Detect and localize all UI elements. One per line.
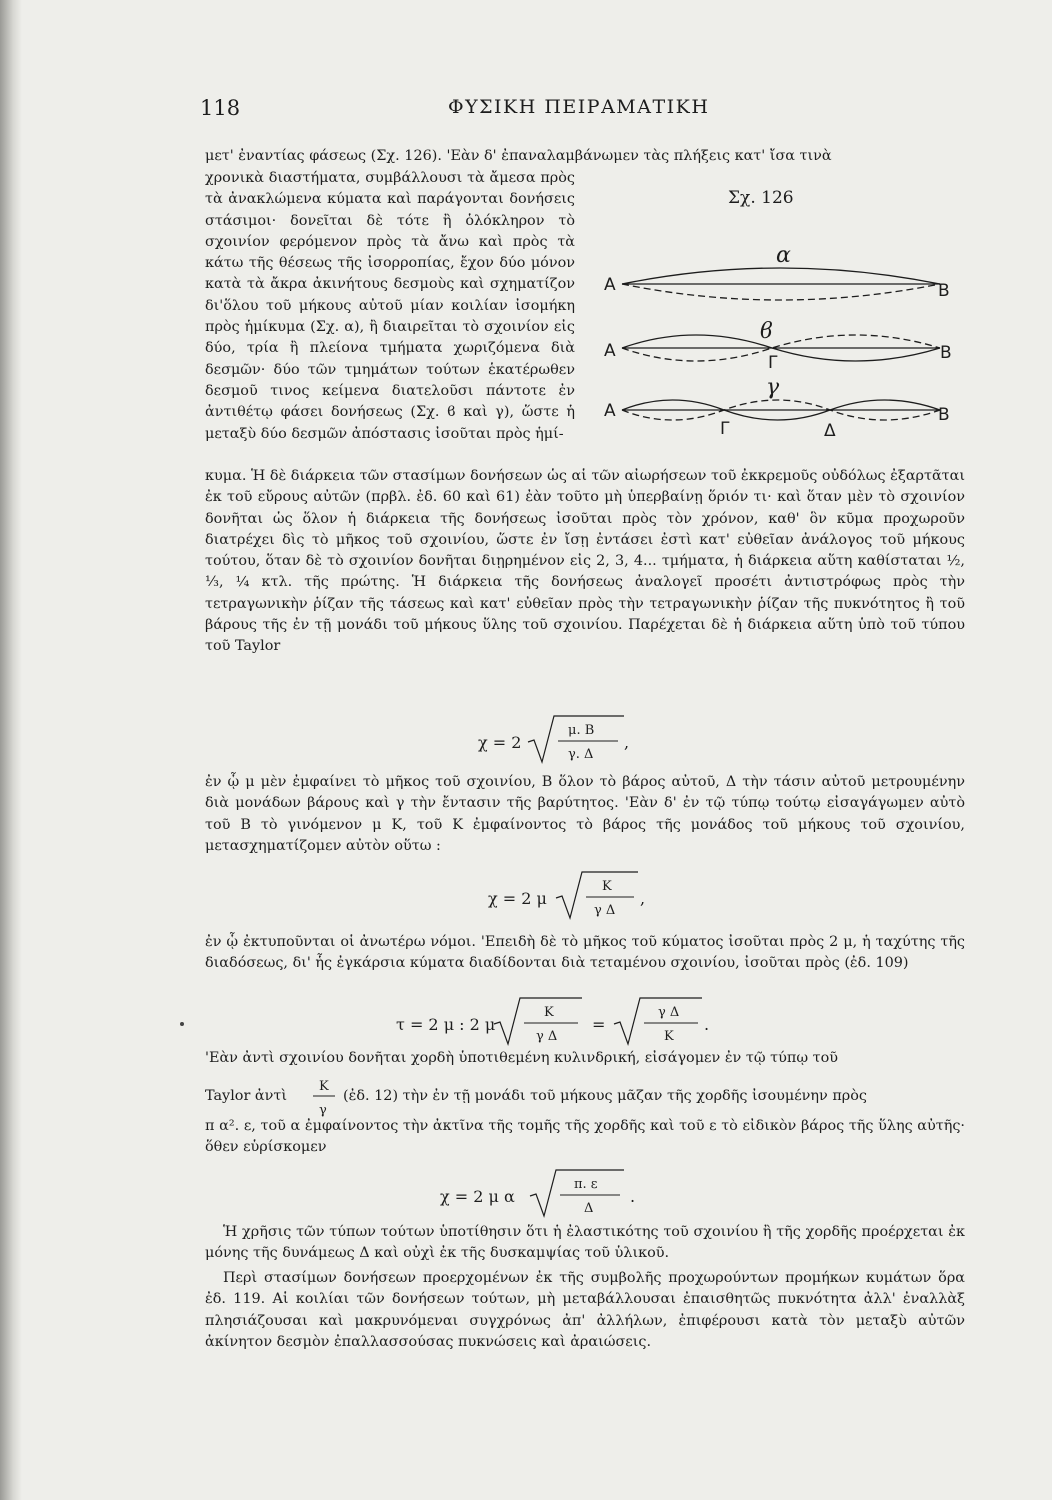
paragraph-2: ἐν ᾧ μ μὲν ἐμφαίνει τὸ μῆκος τοῦ σχοινίου, Β ὅλον τὸ βάρος αὐτοῦ, Δ τὴν τάσιν αὐτοῦ μετρουμένην διὰ μονάδων βάρους καὶ γ τὴν ἔντασιν τῆς βαρύτητος. 'Εὰν δ' ἐν τῷ τύπῳ τούτῳ εἰσαγάγωμεν αὐτὸ τοῦ Β τὸ γινόμενον μ Κ, τοῦ Κ ἐμφαίνοντος τὸ βάρος τῆς μονάδος τοῦ μήκους τοῦ σχοινίου, μετασχηματίζομεν αὐτὸν οὕτω :: [205, 774, 965, 854]
paragraph-1-first-line: μετ' ἐναντίας φάσεως (Σχ. 126). 'Εὰν δ' ἐπαναλαμβάνωμεν τὰς πλήξεις κατ' ἴσα τινὰ: [205, 148, 832, 164]
figure-label-b: ϐ: [760, 319, 773, 344]
formula-2-numerator: Κ: [602, 879, 612, 894]
formula-2-lhs: χ = 2 μ: [488, 889, 547, 908]
paragraph-4-taylor-prefix: Taylor ἀντὶ: [205, 1088, 287, 1104]
paragraph-4-taylor-line: [205, 1074, 965, 1122]
figure-label-a: α: [776, 243, 791, 268]
node-label-left-b: Α: [604, 341, 616, 361]
standing-wave-figure: [600, 238, 970, 448]
paragraph-4-line-2-rest: (ἐδ. 12) τὴν ἐν τῇ μονάδι τοῦ μήκους μᾶζαν τῆς χορδῆς ἰσουμένην πρὸς: [343, 1088, 867, 1104]
paragraph-4-line-1: 'Εὰν ἀντὶ σχοινίου δονῆται χορδὴ ὑποτιθεμένη κυλινδρική, εἰσάγομεν ἐν τῷ τύπῳ τοῦ: [205, 1050, 838, 1066]
formula-1-lhs: χ = 2: [478, 733, 522, 752]
node-label-gamma-c: Γ: [720, 419, 730, 439]
formula-4-lhs: χ = 2 μ α: [440, 1187, 515, 1206]
margin-dot: [180, 1022, 184, 1026]
formula-1-numerator: μ. Β: [568, 723, 595, 738]
paragraph-1-continuation: κυμα. Ἡ δὲ διάρκεια τῶν στασίμων δονήσεων ὡς αἱ τῶν αἰωρήσεων τοῦ ἐκκρεμοῦς οὐδόλως ἐξαρτᾶται ἐκ τοῦ εὔρους αὐτῶν (πρβλ. ἐδ. 60 καὶ 61) ἐὰν τοῦτο μὴ ὑπερβαίνῃ ὅριόν τι· καὶ ὅταν μὲν τὸ σχοινίον δονῆται ὡς ὅλον ἡ διάρκεια τῆς δονήσεως ἰσοῦται πρὸς τὸν χρόνον, καθ' ὃν κῦμα προχωροῦν διατρέχει δὶς τὸ μῆκος τοῦ σχοινίου, ὥστε ἐν ἴσῃ ἐντάσει ἐστὶ κατ' εὐθεῖαν ἀνάλογος τοῦ μήκους τούτου, ὅταν δὲ τὸ σχοινίον δονῆται διῃρημένον εἰς 2, 3, 4... τμήματα, ἡ διάρκεια αὕτη καθίσταται ½, ⅓, ¼ κτλ. τῆς πρώτης. Ἡ διάρκεια τῆς δονήσεως ἀναλογεῖ προσέτι ἀντιστρόφως πρὸς τὴν τετραγωνικὴν ῥίζαν τῆς τάσεως καὶ κατ' εὐθεῖαν πρὸς τὴν τετραγωνικὴν ῥίζαν τῆς πυκνότητος ἢ τοῦ βάρους τῆς ἐν τῇ μονάδι τοῦ μήκους ὕλης τοῦ σχοινίου. Παρέχεται δὲ ἡ διάρκεια αὕτη ὑπὸ τοῦ τύπου τοῦ Taylor: [205, 468, 965, 655]
formula-2-denominator: γ Δ: [594, 903, 616, 918]
formula-4-denominator: Δ: [584, 1201, 594, 1216]
inline-fraction-k-gamma: [309, 1074, 339, 1122]
formula-3-denominator-1: γ Δ: [536, 1029, 558, 1044]
node-label-left-a: Α: [604, 275, 616, 295]
formula-taylor: [478, 712, 678, 768]
wave-a-lower: [622, 284, 940, 300]
paragraph-6: Περὶ στασίμων δονήσεων προερχομένων ἐκ τῆς συμβολῆς προχωρούντων προμήκων κυμάτων ὅρα ἐδ. 119. Αἱ κοιλίαι τῶν δονήσεων τούτων, μὴ μεταβάλλουσαι ἐπαισθητῶς πυκνότητα ἀλλ' ἐναλλὰξ πλησιάζουσαι καὶ μακρυνόμεναι συγχρόνως ἀπ' ἀλλήλων, ἐπιφέρουσι κατὰ τὸν μεταξὺ αὐτῶν ἀκίνητον δεσμὸν ἐπαλλασσούσας πυκνώσεις καὶ ἀραιώσεις.: [205, 1270, 965, 1350]
inline-fraction-numerator: Κ: [319, 1079, 329, 1094]
wave-a-upper: [622, 268, 940, 284]
formula-3-lhs: τ = 2 μ : 2 μ: [396, 1015, 496, 1034]
running-head: [200, 96, 960, 126]
formula-string-density: [440, 1166, 660, 1222]
node-label-left-c: Α: [604, 401, 616, 421]
formula-1-denominator: γ. Δ: [568, 747, 594, 762]
formula-2-tail: ,: [640, 889, 646, 908]
formula-velocity: [396, 994, 766, 1050]
paragraph-5: Ἡ χρῆσις τῶν τύπων τούτων ὑποτίθησιν ὅτι ἡ ἐλαστικότης τοῦ σχοινίου ἢ τῆς χορδῆς προέρχεται ἐκ μόνης τῆς δυνάμεως Δ καὶ οὐχὶ ἐκ τῆς δυσκαμψίας τοῦ ὑλικοῦ.: [205, 1224, 965, 1262]
paragraph-4-line-3: π α². ε, τοῦ α ἐμφαίνοντος τὴν ἀκτῖνα τῆς τομῆς τῆς χορδῆς καὶ τοῦ ε τὸ εἰδικὸν βάρος τῆς ὕλης αὐτῆς· ὅθεν εὑρίσκομεν: [205, 1118, 965, 1156]
formula-3-tail: .: [704, 1015, 710, 1034]
formula-1-tail: ,: [624, 733, 630, 752]
formula-2: [488, 868, 688, 924]
node-label-gamma-b: Γ: [768, 353, 778, 373]
page-binding-shadow: [0, 0, 22, 1500]
node-label-delta-c: Δ: [824, 421, 836, 441]
figure-caption: Σχ. 126: [728, 188, 794, 208]
node-label-right-a: Β: [938, 281, 950, 301]
formula-3-numerator-1: Κ: [544, 1005, 554, 1020]
inline-fraction-denominator: γ: [319, 1103, 327, 1118]
node-label-right-b: Β: [940, 343, 952, 363]
formula-4-numerator: π. ε: [574, 1177, 598, 1192]
formula-3-equals: =: [592, 1015, 606, 1034]
formula-3-numerator-2: γ Δ: [658, 1005, 680, 1020]
page-title: ΦΥΣΙΚΗ ΠΕΙΡΑΜΑΤΙΚΗ: [448, 96, 710, 118]
figure-label-c: γ: [766, 375, 780, 400]
formula-4-tail: .: [630, 1187, 636, 1206]
formula-3-denominator-2: Κ: [664, 1029, 674, 1044]
paragraph-1-wrapped: χρονικὰ διαστήματα, συμβάλλουσι τὰ ἄμεσα πρὸς τὰ ἀνακλώμενα κύματα καὶ παράγονται δονήσεις στάσιμοι· δονεῖται δὲ τότε ἢ ὁλόκληρον τὸ σχοινίον φερόμενον πρὸς τὰ ἄνω καὶ πρὸς τὰ κάτω τῆς θέσεως τῆς ἰσορροπίας, ἔχον δύο μόνον κατὰ τὰ ἄκρα ἀκινήτους δεσμοὺς καὶ σχηματίζον δι'ὅλου τοῦ μήκους αὐτοῦ μίαν κοιλίαν ἰσομήκη πρὸς ἡμίκυμα (Σχ. α), ἢ διαιρεῖται τὸ σχοινίον εἰς δύο, τρία ἢ πλείονα τμήματα χωριζόμενα διὰ δεσμῶν· δύο τῶν τμημάτων τούτων ἑκατέρωθεν δεσμοῦ τινος κείμενα διατελοῦσι πάντοτε ἐν ἀντιθέτῳ φάσει δονήσεως (Σχ. ϐ καὶ γ), ὥστε ἡ μεταξὺ δύο δεσμῶν ἀπόστασις ἰσοῦται πρὸς ἡμί-: [205, 170, 575, 442]
node-label-right-c: Β: [938, 405, 950, 425]
page-number: 118: [200, 96, 241, 120]
paragraph-3: ἐν ᾧ ἐκτυποῦνται οἱ ἀνωτέρω νόμοι. 'Επειδὴ δὲ τὸ μῆκος τοῦ κύματος ἰσοῦται πρὸς 2 μ, ἡ ταχύτης τῆς διαδόσεως, δι' ἧς ἐγκάρσια κύματα διαδίδονται διὰ τεταμένου σχοινίου, ἰσοῦται πρὸς (ἐδ. 109): [205, 934, 965, 972]
